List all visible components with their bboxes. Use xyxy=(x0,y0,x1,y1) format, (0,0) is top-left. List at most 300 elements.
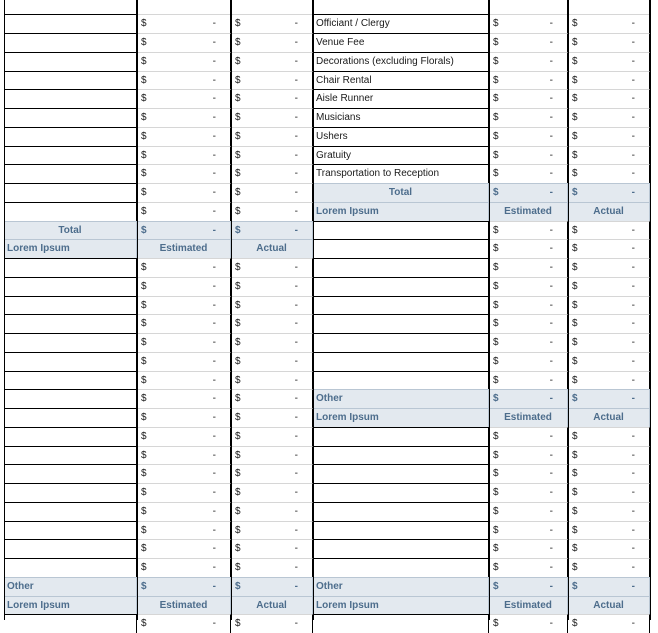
line-item-name-text: Musicians xyxy=(316,112,361,123)
line-item-name[interactable] xyxy=(4,202,137,221)
line-item-name[interactable] xyxy=(4,127,137,146)
estimated-amount-cell[interactable] xyxy=(137,33,231,52)
line-item-name[interactable] xyxy=(4,33,137,52)
currency-symbol: $ xyxy=(572,355,578,367)
currency-symbol: $ xyxy=(493,355,499,367)
amount-value: - xyxy=(212,318,216,330)
estimated-amount-cell[interactable] xyxy=(137,202,231,221)
grid-divider xyxy=(137,0,138,620)
estimated-amount-cell[interactable] xyxy=(489,614,568,633)
amount-value: - xyxy=(212,149,216,161)
actual-amount-cell[interactable] xyxy=(231,614,313,633)
line-item-name-text: Gratuity xyxy=(316,149,352,161)
line-item-name[interactable] xyxy=(4,614,137,633)
currency-symbol: $ xyxy=(493,224,499,236)
currency-symbol: $ xyxy=(141,374,147,386)
estimated-amount-cell[interactable] xyxy=(489,521,568,540)
estimated-amount-cell[interactable] xyxy=(489,71,568,90)
estimated-amount-cell[interactable] xyxy=(489,389,568,408)
currency-symbol: $ xyxy=(235,112,241,123)
line-item-name[interactable] xyxy=(313,146,489,165)
actual-amount-cell[interactable] xyxy=(568,164,650,183)
line-item-name[interactable] xyxy=(4,108,137,127)
actual-amount-cell[interactable] xyxy=(231,333,313,352)
estimated-amount-cell[interactable] xyxy=(489,352,568,371)
amount-value: - xyxy=(212,168,216,180)
actual-amount-cell[interactable] xyxy=(568,89,650,108)
amount-value: - xyxy=(212,112,216,123)
line-item-name[interactable] xyxy=(313,427,489,446)
actual-amount-cell[interactable] xyxy=(231,71,313,90)
amount-value: - xyxy=(631,524,635,536)
other-row-label-text: Other xyxy=(316,580,343,592)
amount-value: - xyxy=(294,618,298,630)
currency-symbol: $ xyxy=(235,618,241,630)
actual-amount-cell[interactable] xyxy=(231,352,313,371)
line-item-name[interactable] xyxy=(4,146,137,165)
actual-amount-cell[interactable] xyxy=(568,371,650,390)
line-item-name[interactable] xyxy=(313,89,489,108)
currency-symbol: $ xyxy=(493,618,499,630)
estimated-header xyxy=(137,239,231,258)
amount-value: - xyxy=(631,224,635,236)
estimated-amount-cell[interactable] xyxy=(137,521,231,540)
currency-symbol: $ xyxy=(141,299,147,311)
actual-amount-cell[interactable] xyxy=(568,33,650,52)
amount-value: - xyxy=(631,130,635,142)
section-header-title xyxy=(4,596,137,615)
estimated-amount-cell[interactable] xyxy=(137,483,231,502)
estimated-header-text: Estimated xyxy=(504,412,552,423)
line-item-name[interactable] xyxy=(313,164,489,183)
estimated-amount-cell[interactable] xyxy=(137,296,231,315)
amount-value: - xyxy=(294,393,298,405)
amount-value: - xyxy=(294,468,298,480)
line-item-name[interactable] xyxy=(313,521,489,540)
currency-symbol: $ xyxy=(141,205,147,217)
line-item-name[interactable] xyxy=(313,446,489,465)
currency-symbol: $ xyxy=(141,505,147,517)
amount-value: - xyxy=(631,318,635,330)
actual-amount-cell[interactable] xyxy=(568,258,650,277)
estimated-amount-cell[interactable] xyxy=(137,389,231,408)
line-item-name[interactable] xyxy=(4,352,137,371)
actual-amount-cell[interactable] xyxy=(568,296,650,315)
amount-value: - xyxy=(294,299,298,311)
currency-symbol: $ xyxy=(493,262,499,273)
estimated-amount-cell[interactable] xyxy=(137,333,231,352)
estimated-amount-cell[interactable] xyxy=(489,483,568,502)
amount-value: - xyxy=(549,168,553,180)
amount-value: - xyxy=(212,468,216,480)
currency-symbol: $ xyxy=(493,449,499,461)
line-item-name[interactable] xyxy=(313,333,489,352)
actual-amount-cell[interactable] xyxy=(231,314,313,333)
amount-value: - xyxy=(549,580,553,592)
actual-amount-cell[interactable] xyxy=(568,52,650,71)
actual-amount-cell[interactable] xyxy=(568,183,650,202)
line-item-name[interactable] xyxy=(4,296,137,315)
line-item-name[interactable] xyxy=(313,71,489,90)
amount-value: - xyxy=(212,74,216,86)
currency-symbol: $ xyxy=(235,449,241,461)
estimated-amount-cell[interactable] xyxy=(137,108,231,127)
section-header-title-text: Lorem Ipsum xyxy=(316,599,379,611)
estimated-amount-cell[interactable] xyxy=(137,314,231,333)
amount-value: - xyxy=(294,280,298,292)
estimated-amount-cell[interactable] xyxy=(489,146,568,165)
line-item-name[interactable] xyxy=(313,296,489,315)
estimated-amount-cell[interactable] xyxy=(137,258,231,277)
actual-amount-cell[interactable] xyxy=(568,577,650,596)
amount-value: - xyxy=(294,449,298,461)
line-item-name[interactable] xyxy=(313,33,489,52)
currency-symbol: $ xyxy=(572,430,578,442)
total-row-label xyxy=(4,221,137,240)
actual-amount-cell[interactable] xyxy=(568,521,650,540)
actual-amount-cell[interactable] xyxy=(568,539,650,558)
amount-value: - xyxy=(294,355,298,367)
estimated-amount-cell[interactable] xyxy=(489,89,568,108)
line-item-name[interactable] xyxy=(313,127,489,146)
amount-value: - xyxy=(549,430,553,442)
line-item-name[interactable] xyxy=(4,277,137,296)
actual-amount-cell[interactable] xyxy=(231,521,313,540)
amount-value: - xyxy=(631,37,635,48)
amount-value: - xyxy=(294,374,298,386)
actual-amount-cell[interactable] xyxy=(568,502,650,521)
line-item-name[interactable] xyxy=(4,89,137,108)
estimated-amount-cell[interactable] xyxy=(489,164,568,183)
actual-amount-cell[interactable] xyxy=(568,333,650,352)
estimated-amount-cell[interactable] xyxy=(489,52,568,71)
amount-value: - xyxy=(212,130,216,142)
total-row-label xyxy=(313,183,489,202)
currency-symbol: $ xyxy=(493,487,499,498)
actual-amount-cell[interactable] xyxy=(568,71,650,90)
amount-value: - xyxy=(631,468,635,480)
amount-value: - xyxy=(549,468,553,480)
amount-value: - xyxy=(631,18,635,30)
estimated-amount-cell[interactable] xyxy=(137,352,231,371)
estimated-amount-cell[interactable] xyxy=(137,14,231,33)
estimated-amount-cell[interactable] xyxy=(137,71,231,90)
line-item-name[interactable] xyxy=(4,558,137,577)
estimated-amount-cell[interactable] xyxy=(137,558,231,577)
actual-amount-cell[interactable] xyxy=(231,33,313,52)
amount-value: - xyxy=(549,130,553,142)
estimated-amount-cell[interactable] xyxy=(137,277,231,296)
currency-symbol: $ xyxy=(141,524,147,536)
actual-amount-cell[interactable] xyxy=(568,427,650,446)
currency-symbol: $ xyxy=(493,543,499,555)
actual-amount-cell[interactable] xyxy=(568,108,650,127)
currency-symbol: $ xyxy=(493,505,499,517)
line-item-name[interactable] xyxy=(313,558,489,577)
line-item-name[interactable] xyxy=(4,371,137,390)
actual-amount-cell[interactable] xyxy=(231,202,313,221)
currency-symbol: $ xyxy=(141,74,147,86)
currency-symbol: $ xyxy=(141,487,147,498)
currency-symbol: $ xyxy=(572,74,578,86)
estimated-amount-cell[interactable] xyxy=(489,296,568,315)
estimated-amount-cell[interactable] xyxy=(489,127,568,146)
estimated-amount-cell[interactable] xyxy=(137,614,231,633)
line-item-name-text: Officiant / Clergy xyxy=(316,18,390,30)
line-item-name[interactable] xyxy=(313,277,489,296)
line-item-name[interactable] xyxy=(4,183,137,202)
line-item-name[interactable] xyxy=(4,539,137,558)
line-item-name[interactable] xyxy=(313,221,489,240)
currency-symbol: $ xyxy=(141,149,147,161)
currency-symbol: $ xyxy=(235,18,241,30)
currency-symbol: $ xyxy=(572,224,578,236)
section-header-title xyxy=(4,239,137,258)
line-item-name[interactable] xyxy=(4,71,137,90)
estimated-amount-cell[interactable] xyxy=(489,502,568,521)
estimated-amount-cell[interactable] xyxy=(137,371,231,390)
estimated-amount-cell[interactable] xyxy=(137,52,231,71)
estimated-amount-cell[interactable] xyxy=(489,539,568,558)
amount-value: - xyxy=(549,224,553,236)
currency-symbol: $ xyxy=(493,318,499,330)
actual-amount-cell[interactable] xyxy=(231,539,313,558)
estimated-amount-cell[interactable] xyxy=(489,277,568,296)
actual-amount-cell[interactable] xyxy=(231,558,313,577)
line-item-name[interactable] xyxy=(4,333,137,352)
line-item-name[interactable] xyxy=(4,502,137,521)
estimated-amount-cell[interactable] xyxy=(137,164,231,183)
actual-amount-cell[interactable] xyxy=(231,464,313,483)
currency-symbol: $ xyxy=(572,280,578,292)
estimated-amount-cell[interactable] xyxy=(489,446,568,465)
estimated-amount-cell[interactable] xyxy=(489,183,568,202)
estimated-header xyxy=(137,596,231,615)
actual-amount-cell[interactable] xyxy=(231,427,313,446)
amount-value: - xyxy=(212,505,216,517)
actual-amount-cell[interactable] xyxy=(231,127,313,146)
actual-amount-cell[interactable] xyxy=(231,502,313,521)
estimated-amount-cell[interactable] xyxy=(137,127,231,146)
estimated-amount-cell[interactable] xyxy=(489,314,568,333)
estimated-amount-cell[interactable] xyxy=(489,108,568,127)
actual-amount-cell[interactable] xyxy=(568,464,650,483)
other-row-label xyxy=(313,577,489,596)
actual-amount-cell[interactable] xyxy=(231,408,313,427)
amount-value: - xyxy=(631,262,635,273)
actual-amount-cell[interactable] xyxy=(231,389,313,408)
estimated-amount-cell[interactable] xyxy=(137,427,231,446)
line-item-name[interactable] xyxy=(4,164,137,183)
currency-symbol: $ xyxy=(235,430,241,442)
currency-symbol: $ xyxy=(141,430,147,442)
currency-symbol: $ xyxy=(572,130,578,142)
line-item-name[interactable] xyxy=(313,464,489,483)
estimated-header xyxy=(489,596,568,615)
actual-amount-cell[interactable] xyxy=(568,127,650,146)
estimated-amount-cell[interactable] xyxy=(489,33,568,52)
amount-value: - xyxy=(631,55,635,67)
estimated-amount-cell[interactable] xyxy=(137,577,231,596)
line-item-name[interactable] xyxy=(4,521,137,540)
section-header-title xyxy=(313,596,489,615)
grid-divider xyxy=(313,0,314,620)
estimated-amount-cell[interactable] xyxy=(489,258,568,277)
actual-amount-cell[interactable] xyxy=(568,277,650,296)
partial-row-cell xyxy=(568,0,650,15)
estimated-amount-cell[interactable] xyxy=(489,577,568,596)
actual-amount-cell[interactable] xyxy=(568,558,650,577)
currency-symbol: $ xyxy=(572,318,578,330)
section-header-title xyxy=(313,408,489,427)
line-item-name[interactable] xyxy=(313,483,489,502)
line-item-name[interactable] xyxy=(313,14,489,33)
actual-amount-cell[interactable] xyxy=(568,352,650,371)
amount-value: - xyxy=(294,562,298,573)
currency-symbol: $ xyxy=(141,393,147,405)
estimated-amount-cell[interactable] xyxy=(489,333,568,352)
currency-symbol: $ xyxy=(141,224,147,236)
estimated-amount-cell[interactable] xyxy=(489,558,568,577)
actual-header-text: Actual xyxy=(256,243,287,255)
currency-symbol: $ xyxy=(493,74,499,86)
estimated-amount-cell[interactable] xyxy=(489,464,568,483)
actual-amount-cell[interactable] xyxy=(231,108,313,127)
amount-value: - xyxy=(212,205,216,217)
actual-amount-cell[interactable] xyxy=(231,577,313,596)
actual-amount-cell[interactable] xyxy=(231,14,313,33)
line-item-name[interactable] xyxy=(4,483,137,502)
actual-amount-cell[interactable] xyxy=(231,221,313,240)
line-item-name[interactable] xyxy=(313,352,489,371)
estimated-amount-cell[interactable] xyxy=(137,183,231,202)
actual-amount-cell[interactable] xyxy=(231,371,313,390)
currency-symbol: $ xyxy=(493,243,499,255)
other-row-label-text: Other xyxy=(316,393,343,405)
estimated-amount-cell[interactable] xyxy=(137,464,231,483)
amount-value: - xyxy=(294,524,298,536)
amount-value: - xyxy=(212,299,216,311)
currency-symbol: $ xyxy=(235,337,241,348)
currency-symbol: $ xyxy=(141,262,147,273)
currency-symbol: $ xyxy=(141,562,147,573)
line-item-name[interactable] xyxy=(313,239,489,258)
estimated-amount-cell[interactable] xyxy=(137,408,231,427)
currency-symbol: $ xyxy=(493,299,499,311)
estimated-amount-cell[interactable] xyxy=(137,221,231,240)
currency-symbol: $ xyxy=(235,74,241,86)
currency-symbol: $ xyxy=(235,37,241,48)
amount-value: - xyxy=(294,55,298,67)
line-item-name[interactable] xyxy=(313,52,489,71)
line-item-name[interactable] xyxy=(4,408,137,427)
line-item-name[interactable] xyxy=(313,539,489,558)
estimated-header-text: Estimated xyxy=(504,599,552,611)
actual-amount-cell[interactable] xyxy=(231,483,313,502)
currency-symbol: $ xyxy=(572,112,578,123)
line-item-name[interactable] xyxy=(4,314,137,333)
estimated-amount-cell[interactable] xyxy=(489,371,568,390)
actual-amount-cell[interactable] xyxy=(568,146,650,165)
line-item-name[interactable] xyxy=(4,446,137,465)
line-item-name[interactable] xyxy=(4,14,137,33)
grid-divider xyxy=(4,0,5,620)
actual-amount-cell[interactable] xyxy=(231,89,313,108)
currency-symbol: $ xyxy=(493,93,499,105)
estimated-header-text: Estimated xyxy=(159,243,208,255)
actual-amount-cell[interactable] xyxy=(231,446,313,465)
actual-amount-cell[interactable] xyxy=(231,277,313,296)
amount-value: - xyxy=(212,618,216,630)
estimated-amount-cell[interactable] xyxy=(137,146,231,165)
actual-amount-cell[interactable] xyxy=(568,483,650,502)
amount-value: - xyxy=(212,93,216,105)
estimated-amount-cell[interactable] xyxy=(137,539,231,558)
actual-amount-cell[interactable] xyxy=(568,14,650,33)
actual-amount-cell[interactable] xyxy=(568,446,650,465)
estimated-amount-cell[interactable] xyxy=(137,502,231,521)
amount-value: - xyxy=(631,168,635,180)
line-item-name[interactable] xyxy=(4,258,137,277)
actual-amount-cell[interactable] xyxy=(568,221,650,240)
actual-amount-cell[interactable] xyxy=(231,296,313,315)
actual-amount-cell[interactable] xyxy=(231,258,313,277)
line-item-name[interactable] xyxy=(4,427,137,446)
line-item-name[interactable] xyxy=(313,614,489,633)
estimated-amount-cell[interactable] xyxy=(489,427,568,446)
actual-amount-cell[interactable] xyxy=(568,614,650,633)
actual-amount-cell[interactable] xyxy=(568,389,650,408)
line-item-name[interactable] xyxy=(313,258,489,277)
amount-value: - xyxy=(294,149,298,161)
amount-value: - xyxy=(631,618,635,630)
currency-symbol: $ xyxy=(572,37,578,48)
amount-value: - xyxy=(549,618,553,630)
line-item-name[interactable] xyxy=(4,389,137,408)
estimated-amount-cell[interactable] xyxy=(489,14,568,33)
line-item-name[interactable] xyxy=(313,371,489,390)
estimated-amount-cell[interactable] xyxy=(137,89,231,108)
currency-symbol: $ xyxy=(235,187,241,198)
amount-value: - xyxy=(212,355,216,367)
actual-amount-cell[interactable] xyxy=(231,146,313,165)
estimated-amount-cell[interactable] xyxy=(489,221,568,240)
currency-symbol: $ xyxy=(235,562,241,573)
actual-amount-cell[interactable] xyxy=(568,239,650,258)
estimated-amount-cell[interactable] xyxy=(489,239,568,258)
estimated-amount-cell[interactable] xyxy=(137,446,231,465)
currency-symbol: $ xyxy=(235,355,241,367)
line-item-name[interactable] xyxy=(313,108,489,127)
actual-amount-cell[interactable] xyxy=(231,164,313,183)
line-item-name[interactable] xyxy=(313,502,489,521)
line-item-name[interactable] xyxy=(4,52,137,71)
amount-value: - xyxy=(549,243,553,255)
other-row-label xyxy=(313,389,489,408)
currency-symbol: $ xyxy=(235,505,241,517)
currency-symbol: $ xyxy=(572,262,578,273)
actual-amount-cell[interactable] xyxy=(231,183,313,202)
total-row-label-text: Total xyxy=(388,187,413,198)
line-item-name[interactable] xyxy=(4,464,137,483)
amount-value: - xyxy=(294,505,298,517)
currency-symbol: $ xyxy=(572,505,578,517)
amount-value: - xyxy=(294,74,298,86)
amount-value: - xyxy=(631,149,635,161)
actual-amount-cell[interactable] xyxy=(568,314,650,333)
actual-amount-cell[interactable] xyxy=(231,52,313,71)
line-item-name[interactable] xyxy=(313,314,489,333)
